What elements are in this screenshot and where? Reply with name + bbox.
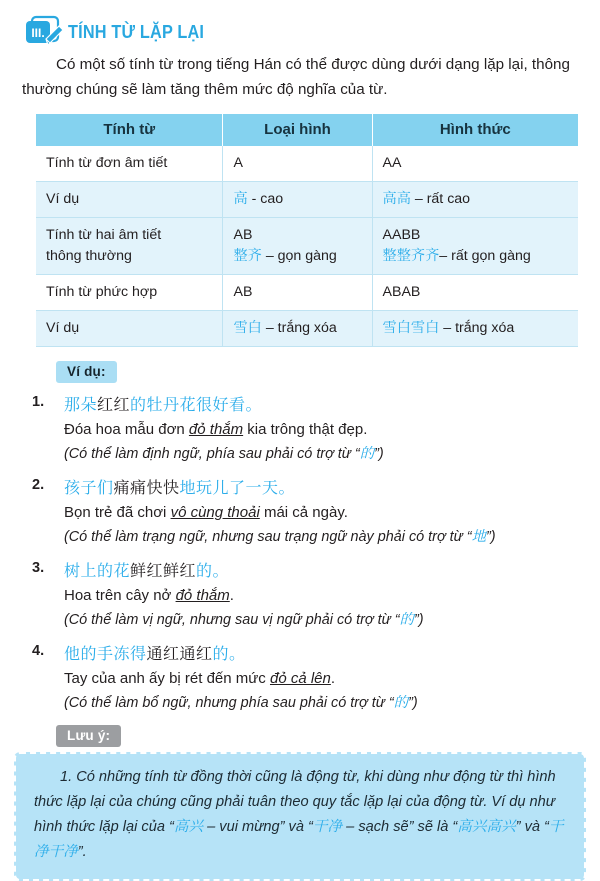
note-chinese-2: 干净 (312, 819, 343, 835)
chinese-sentence (64, 642, 578, 667)
table-row (36, 311, 578, 347)
note-chinese: 的 (399, 612, 414, 628)
note-prefix: (Có thể làm trạng ngữ, nhưng sau trạng ngữ này phải có trợ từ “ (64, 529, 472, 545)
vi-prefix: Đóa hoa mẫu đơn (64, 421, 189, 438)
cell-type: Tính từ phức hợp (36, 275, 223, 311)
cell-type-line2: thông thường (46, 248, 132, 264)
column-header-1: Tính từ (36, 114, 223, 146)
vi-prefix: Tay của anh ấy bị rét đến mức (64, 670, 270, 687)
vi-underlined: đỏ cả lên (269, 670, 331, 687)
note-chinese: 的 (393, 695, 409, 711)
chinese-term: 雪白雪白 (382, 320, 440, 336)
chinese-term: 整整齐齐 (382, 248, 440, 264)
note-chinese-4: 干净干净 (34, 819, 564, 860)
table-row (36, 218, 578, 275)
zh-highlight: 鲜红鲜红 (130, 563, 197, 580)
note-box (14, 752, 586, 881)
grammar-note (64, 525, 578, 549)
item-number: 2. (32, 477, 45, 493)
grammar-table-wrapper (36, 114, 578, 347)
zh-suffix: 的。 (196, 563, 230, 580)
list-item (22, 393, 578, 466)
form-example (383, 246, 572, 267)
column-header-2: Loại hình (223, 114, 372, 146)
note-chinese: 的 (359, 446, 375, 462)
note-suffix: ”) (374, 446, 384, 462)
chinese-term: 雪白 (233, 320, 262, 336)
cell-form (372, 218, 578, 275)
table-row (36, 146, 578, 182)
zh-highlight: 通红通红 (146, 646, 213, 663)
note-pencil-icon (24, 15, 68, 49)
vi-underlined: đỏ thắm (175, 587, 230, 604)
chinese-term: 高高 (382, 191, 411, 207)
note-section (0, 725, 600, 881)
pattern-code: AB (233, 227, 253, 243)
grammar-note (64, 691, 578, 715)
cell-type: Tính từ đơn âm tiết (36, 146, 223, 182)
svg-text:III.: III. (31, 26, 45, 40)
cell-type: Ví dụ (36, 182, 223, 218)
vietnamese-translation (64, 584, 578, 608)
item-number: 3. (32, 560, 45, 576)
vi-underlined: vô cùng thoải (170, 504, 260, 521)
zh-suffix: 的。 (212, 646, 246, 663)
list-item (22, 642, 578, 715)
cell-type (36, 218, 223, 275)
note-chinese-3: 高兴高兴 (457, 819, 516, 835)
zh-prefix: 他的手冻得 (64, 646, 147, 663)
table-header-row (36, 114, 578, 146)
grammar-note (64, 442, 578, 466)
gloss: – rất gọn gàng (439, 248, 531, 264)
note-seg2: – vui mừng” và “ (203, 819, 313, 835)
examples-list (22, 393, 578, 715)
gloss: – trắng xóa (439, 320, 515, 336)
note-seg4: ” và “ (515, 819, 549, 835)
note-seg3: – sạch sẽ” sẽ là “ (342, 819, 458, 835)
cell-pattern (223, 182, 372, 218)
luuy-badge: Lưu ý: (56, 725, 121, 747)
item-number: 1. (32, 394, 45, 410)
section-header (0, 0, 600, 46)
example-badge-wrapper (0, 347, 600, 383)
vi-suffix: . (229, 587, 234, 604)
note-seg1: 1. Có những tính từ đồng thời cũng là động từ, khi dùng như động từ thì hình thức lặp lại của chúng cũng phải tuân theo quy tắc lặp lại của động từ. Ví dụ như hình thức lặp lại của “ (34, 769, 556, 835)
note-prefix: (Có thể làm định ngữ, phía sau phải có trợ từ “ (64, 446, 360, 462)
note-suffix: ”) (413, 612, 424, 628)
cell-type: Ví dụ (36, 311, 223, 347)
note-suffix: ”) (408, 695, 418, 711)
cell-form (372, 182, 578, 218)
vi-prefix: Hoa trên cây nở (64, 587, 176, 604)
table-row (36, 275, 578, 311)
list-item (22, 559, 578, 632)
gloss: – gọn gàng (261, 248, 337, 264)
cell-pattern (223, 311, 372, 347)
grammar-table (36, 114, 578, 347)
form-code: AABB (382, 227, 421, 243)
grammar-note (64, 608, 578, 632)
zh-highlight: 痛痛快快 (113, 480, 180, 497)
note-prefix: (Có thể làm bổ ngữ, nhưng phía sau phải có trợ từ “ (64, 695, 394, 711)
chinese-sentence (64, 476, 578, 501)
gloss: – rất cao (410, 191, 471, 207)
vidu-badge: Ví dụ: (56, 361, 117, 383)
gloss: - cao (247, 191, 284, 207)
note-paragraph (34, 765, 566, 865)
cell-pattern: A (223, 146, 372, 182)
note-chinese-1: 高兴 (173, 819, 204, 835)
table-row (36, 182, 578, 218)
pattern-example (233, 246, 365, 267)
chinese-sentence (64, 393, 578, 418)
intro-paragraph: Có một số tính từ trong tiếng Hán có thể được dùng dưới dạng lặp lại, thông thường chúng sẽ làm tăng thêm mức độ nghĩa của từ. (22, 56, 570, 98)
note-prefix: (Có thể làm vị ngữ, nhưng sau vị ngữ phải có trợ từ “ (64, 612, 400, 628)
cell-type-line1: Tính từ hai âm tiết (46, 227, 162, 243)
cell-pattern: AB (223, 275, 372, 311)
vi-underlined: đỏ thắm (188, 421, 244, 438)
vietnamese-translation (64, 667, 578, 691)
vi-suffix: mái cả ngày. (259, 504, 348, 521)
vietnamese-translation (64, 418, 578, 442)
vietnamese-translation (64, 501, 578, 525)
zh-prefix: 孩子们 (64, 480, 114, 497)
gloss: – trắng xóa (261, 320, 337, 336)
cell-form: AA (372, 146, 578, 182)
chinese-term: 整齐 (233, 248, 262, 264)
cell-pattern (223, 218, 372, 275)
chinese-term: 高 (233, 191, 248, 207)
note-suffix: ”) (485, 529, 496, 545)
cell-form (372, 311, 578, 347)
item-number: 4. (32, 643, 45, 659)
column-header-3: Hình thức (372, 114, 578, 146)
vi-prefix: Bọn trẻ đã chơi (64, 504, 171, 521)
note-chinese: 地 (471, 529, 486, 545)
page-title: TÍNH TỪ LẶP LẠI (68, 21, 205, 42)
zh-suffix: 的牡丹花很好看。 (130, 397, 263, 414)
vi-suffix: . (330, 670, 336, 687)
zh-suffix: 地玩儿了一天。 (179, 480, 296, 497)
chinese-sentence (64, 559, 578, 584)
zh-highlight: 红红 (97, 397, 131, 414)
vi-suffix: kia trông thật đẹp. (243, 421, 368, 438)
zh-prefix: 那朵 (64, 397, 98, 414)
cell-form: ABAB (372, 275, 578, 311)
note-seg5: ”. (77, 844, 87, 860)
zh-prefix: 树上的花 (64, 563, 131, 580)
list-item (22, 476, 578, 549)
